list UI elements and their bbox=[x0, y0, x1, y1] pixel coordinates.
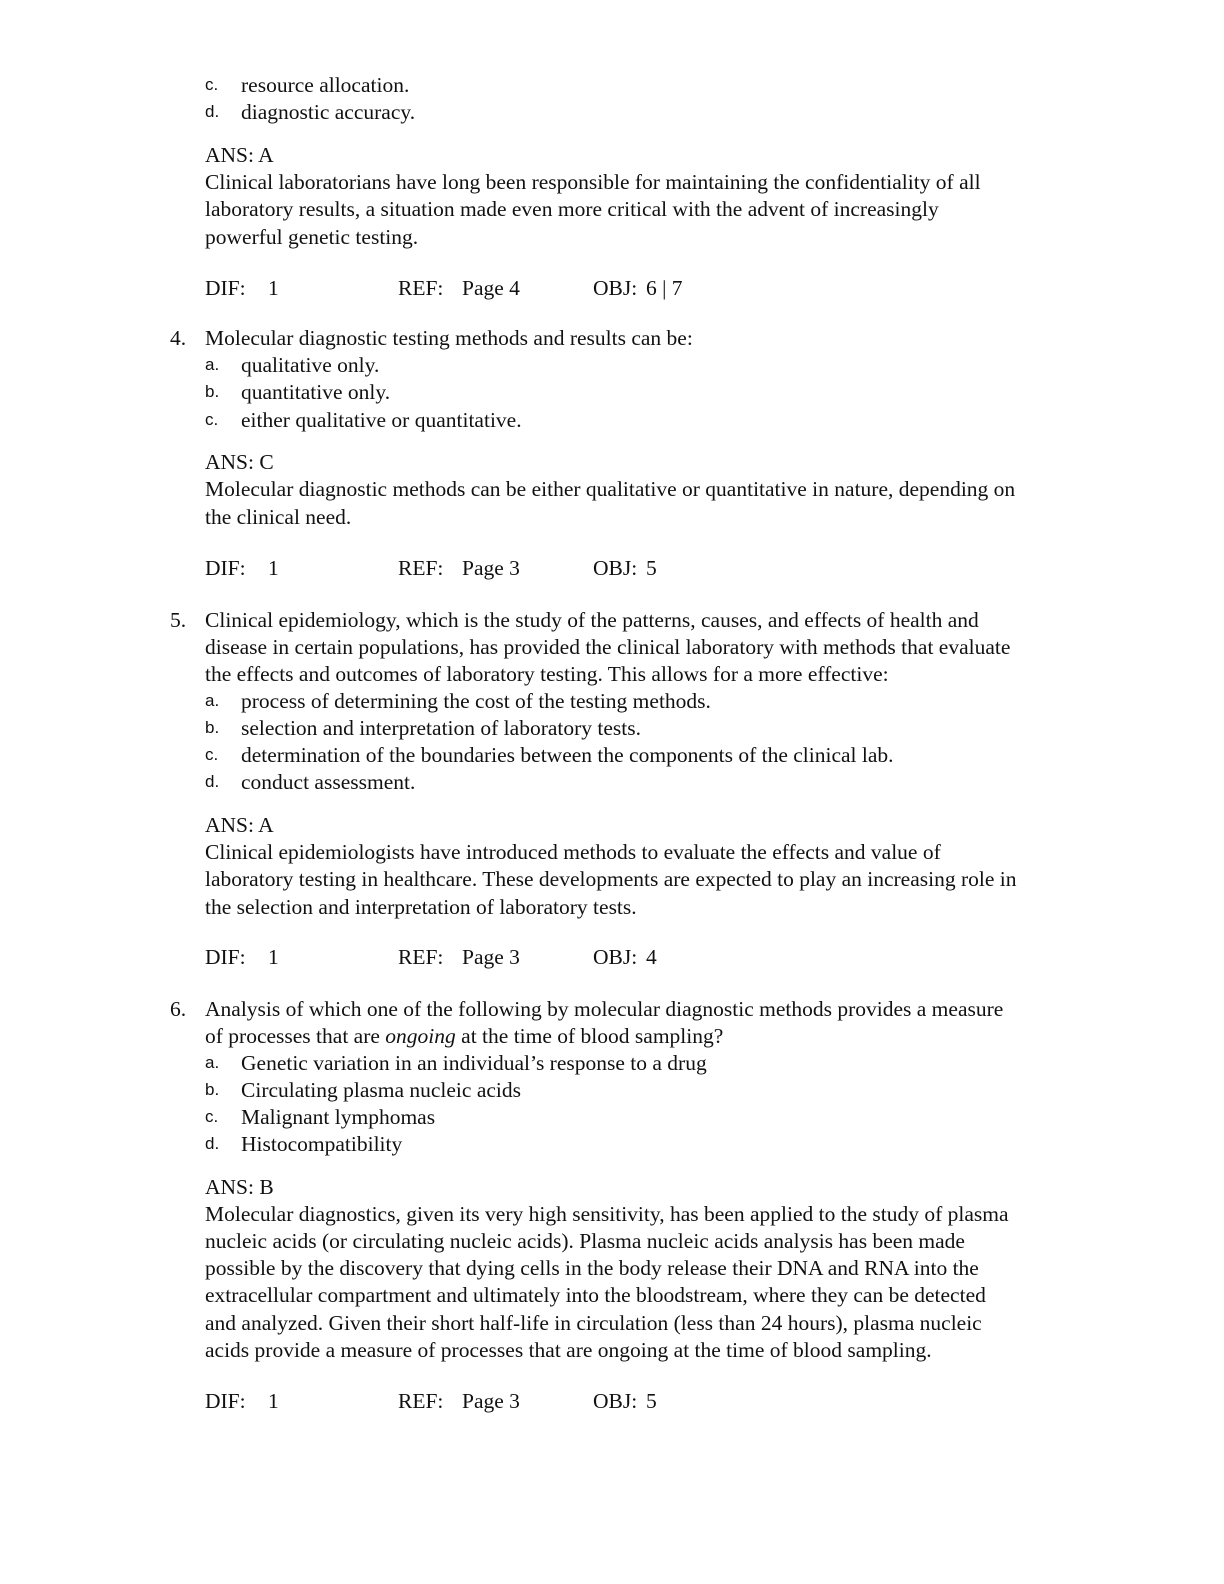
option-text: Malignant lymphomas bbox=[241, 1105, 436, 1129]
question-stem: disease in certain populations, has provided the clinical laboratory with methods that evaluate bbox=[205, 635, 1011, 659]
rationale-line: possible by the discovery that dying cells in the body release their DNA and RNA into the bbox=[205, 1256, 979, 1280]
dif-label: DIF: bbox=[205, 276, 246, 300]
option-text: selection and interpretation of laboratory tests. bbox=[241, 716, 642, 740]
rationale-line: Molecular diagnostics, given its very high sensitivity, has been applied to the study of plasma bbox=[205, 1202, 1009, 1226]
answer-key: ANS: B bbox=[205, 1175, 274, 1199]
stem-text: at the time of blood sampling? bbox=[455, 1024, 724, 1048]
rationale-line: laboratory testing in healthcare. These developments are expected to play an increasing role in bbox=[205, 867, 1017, 891]
answer-key: ANS: A bbox=[205, 143, 274, 167]
rationale-line: laboratory results, a situation made even more critical with the advent of increasingly bbox=[205, 197, 939, 221]
option-text: process of determining the cost of the testing methods. bbox=[241, 689, 711, 713]
rationale-line: the clinical need. bbox=[205, 505, 352, 529]
ref-label: REF: bbox=[398, 945, 444, 969]
dif-label: DIF: bbox=[205, 945, 246, 969]
option-text: determination of the boundaries between the components of the clinical lab. bbox=[241, 743, 894, 767]
question-number: 4. bbox=[170, 326, 187, 350]
option-letter: c. bbox=[205, 410, 219, 429]
rationale-line: Clinical laboratorians have long been responsible for maintaining the confidentiality of all bbox=[205, 170, 981, 194]
option-text: Circulating plasma nucleic acids bbox=[241, 1078, 522, 1102]
question-stem bbox=[205, 1026, 723, 1048]
option-text: resource allocation. bbox=[241, 73, 410, 97]
dif-value: 1 bbox=[268, 276, 279, 300]
option-text: quantitative only. bbox=[241, 380, 391, 404]
obj-value: 5 bbox=[646, 556, 657, 580]
dif-value: 1 bbox=[268, 556, 279, 580]
ref-label: REF: bbox=[398, 556, 444, 580]
option-text: either qualitative or quantitative. bbox=[241, 408, 522, 432]
ref-label: REF: bbox=[398, 1389, 444, 1413]
obj-label: OBJ: bbox=[593, 945, 638, 969]
question-stem: Molecular diagnostic testing methods and results can be: bbox=[205, 326, 693, 350]
question-stem: the effects and outcomes of laboratory testing. This allows for a more effective: bbox=[205, 662, 889, 686]
ref-label: REF: bbox=[398, 276, 444, 300]
obj-label: OBJ: bbox=[593, 556, 638, 580]
stem-text: of processes that are bbox=[205, 1024, 386, 1048]
rationale-line: extracellular compartment and ultimately into the bloodstream, where they can be detected bbox=[205, 1283, 986, 1307]
dif-value: 1 bbox=[268, 945, 279, 969]
stem-emphasis: ongoing bbox=[385, 1024, 456, 1048]
ref-value: Page 3 bbox=[462, 556, 520, 580]
option-text: Histocompatibility bbox=[241, 1132, 403, 1156]
option-text: diagnostic accuracy. bbox=[241, 100, 416, 124]
question-number: 6. bbox=[170, 997, 187, 1021]
option-letter: b. bbox=[205, 718, 220, 737]
rationale-line: powerful genetic testing. bbox=[205, 225, 419, 249]
option-letter: b. bbox=[205, 382, 220, 401]
dif-label: DIF: bbox=[205, 1389, 246, 1413]
option-letter: b. bbox=[205, 1080, 220, 1099]
option-letter: d. bbox=[205, 102, 220, 121]
answer-key: ANS: C bbox=[205, 450, 274, 474]
rationale-line: Clinical epidemiologists have introduced methods to evaluate the effects and value of bbox=[205, 840, 941, 864]
obj-value: 5 bbox=[646, 1389, 657, 1413]
ref-value: Page 3 bbox=[462, 1389, 520, 1413]
option-text: conduct assessment. bbox=[241, 770, 416, 794]
option-letter: c. bbox=[205, 1107, 219, 1126]
obj-value: 4 bbox=[646, 945, 657, 969]
rationale-line: nucleic acids (or circulating nucleic acids). Plasma nucleic acids analysis has been made bbox=[205, 1229, 965, 1253]
question-stem: Analysis of which one of the following by molecular diagnostic methods provides a measure bbox=[205, 997, 1004, 1021]
option-letter: c. bbox=[205, 75, 219, 94]
obj-label: OBJ: bbox=[593, 276, 638, 300]
rationale-line: acids provide a measure of processes that are ongoing at the time of blood sampling. bbox=[205, 1338, 932, 1362]
rationale-line: the selection and interpretation of laboratory tests. bbox=[205, 895, 637, 919]
rationale-line: and analyzed. Given their short half-life in circulation (less than 24 hours), plasma nucleic bbox=[205, 1311, 982, 1335]
question-number: 5. bbox=[170, 608, 187, 632]
option-letter: c. bbox=[205, 745, 219, 764]
ref-value: Page 4 bbox=[462, 276, 520, 300]
obj-value: 6 | 7 bbox=[646, 276, 683, 300]
option-letter: d. bbox=[205, 772, 220, 791]
rationale-line: Molecular diagnostic methods can be either qualitative or quantitative in nature, depending on bbox=[205, 477, 1016, 501]
option-letter: a. bbox=[205, 355, 220, 374]
dif-label: DIF: bbox=[205, 556, 246, 580]
answer-key: ANS: A bbox=[205, 813, 274, 837]
option-letter: a. bbox=[205, 691, 220, 710]
option-text: Genetic variation in an individual’s response to a drug bbox=[241, 1051, 707, 1075]
question-stem: Clinical epidemiology, which is the study of the patterns, causes, and effects of health and bbox=[205, 608, 979, 632]
option-letter: d. bbox=[205, 1134, 220, 1153]
dif-value: 1 bbox=[268, 1389, 279, 1413]
option-text: qualitative only. bbox=[241, 353, 380, 377]
obj-label: OBJ: bbox=[593, 1389, 638, 1413]
ref-value: Page 3 bbox=[462, 945, 520, 969]
option-letter: a. bbox=[205, 1053, 220, 1072]
